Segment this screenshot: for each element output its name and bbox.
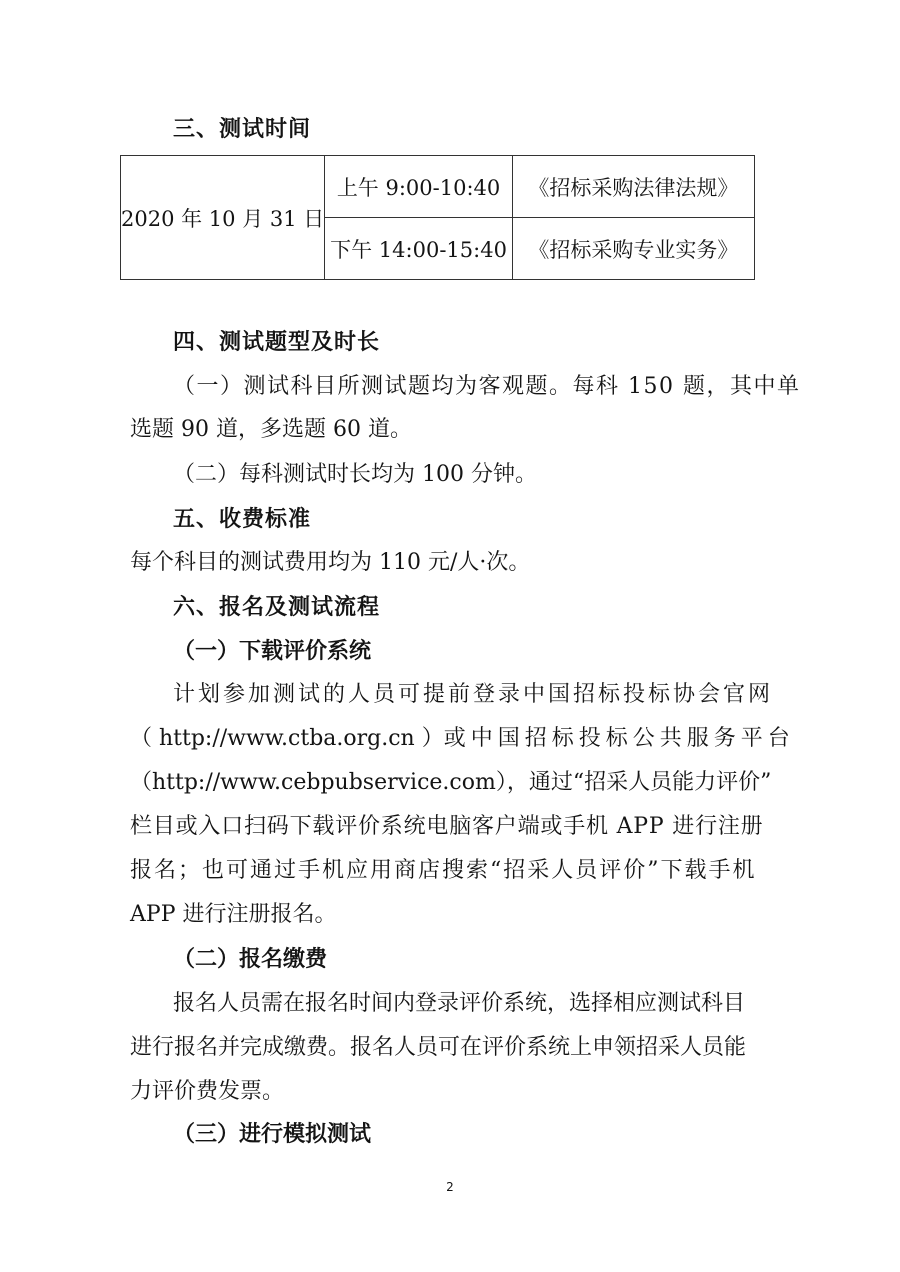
url-text: （ http://www.ctba.org.cn ）	[130, 726, 444, 751]
paragraph-line: （一）测试科目所测试题均为客观题。每科 150 题，其中单	[173, 374, 801, 399]
paragraph-line: 计划参加测试的人员可提前登录中国招标投标协会官网	[173, 682, 774, 707]
url-text: （http://www.cebpubservice.com），	[130, 770, 529, 795]
paragraph-line: 报名人员需在报名时间内登录评价系统，选择相应测试科目	[173, 991, 746, 1016]
subsection-heading: （二）报名缴费	[173, 946, 328, 972]
paragraph-text: 或中国招标投标公共服务平台	[443, 726, 795, 751]
schedule-time-cell: 上午 9:00-10:40	[325, 156, 513, 218]
schedule-row-morning	[121, 156, 755, 218]
page-number: 2	[446, 1180, 454, 1194]
paragraph-line	[130, 765, 772, 796]
paragraph-line: APP 进行注册报名。	[130, 902, 337, 927]
paragraph-line: 报名；也可通过手机应用商店搜索“招采人员评价”下载手机	[130, 858, 757, 883]
paragraph-line: 进行报名并完成缴费。报名人员可在评价系统上申领招采人员能	[130, 1035, 747, 1060]
paragraph-line: 栏目或入口扫码下载评价系统电脑客户端或手机 APP 进行注册	[130, 814, 764, 839]
schedule-subject-cell: 《招标采购法律法规》	[512, 156, 754, 218]
paragraph-line: 每个科目的测试费用均为 110 元/人·次。	[130, 550, 531, 575]
schedule-subject-cell: 《招标采购专业实务》	[512, 218, 754, 280]
subsection-heading: （三）进行模拟测试	[173, 1121, 372, 1147]
schedule-date-cell: 2020 年 10 月 31 日	[121, 156, 325, 280]
section-5-heading: 五、收费标准	[173, 507, 312, 532]
schedule-table	[120, 155, 755, 280]
section-4-heading: 四、测试题型及时长	[173, 330, 381, 355]
paragraph-line: （二）每科测试时长均为 100 分钟。	[173, 462, 537, 487]
paragraph-line: 力评价费发票。	[130, 1079, 285, 1104]
paragraph-text: 通过“招采人员能力评价”	[528, 770, 772, 795]
subsection-heading: （一）下载评价系统	[173, 638, 372, 664]
paragraph-line: 选题 90 道，多选题 60 道。	[130, 417, 412, 442]
paragraph-line	[130, 721, 795, 752]
schedule-time-cell: 下午 14:00-15:40	[325, 218, 513, 280]
section-6-heading: 六、报名及测试流程	[173, 595, 381, 620]
section-3-heading: 三、测试时间	[173, 117, 312, 142]
